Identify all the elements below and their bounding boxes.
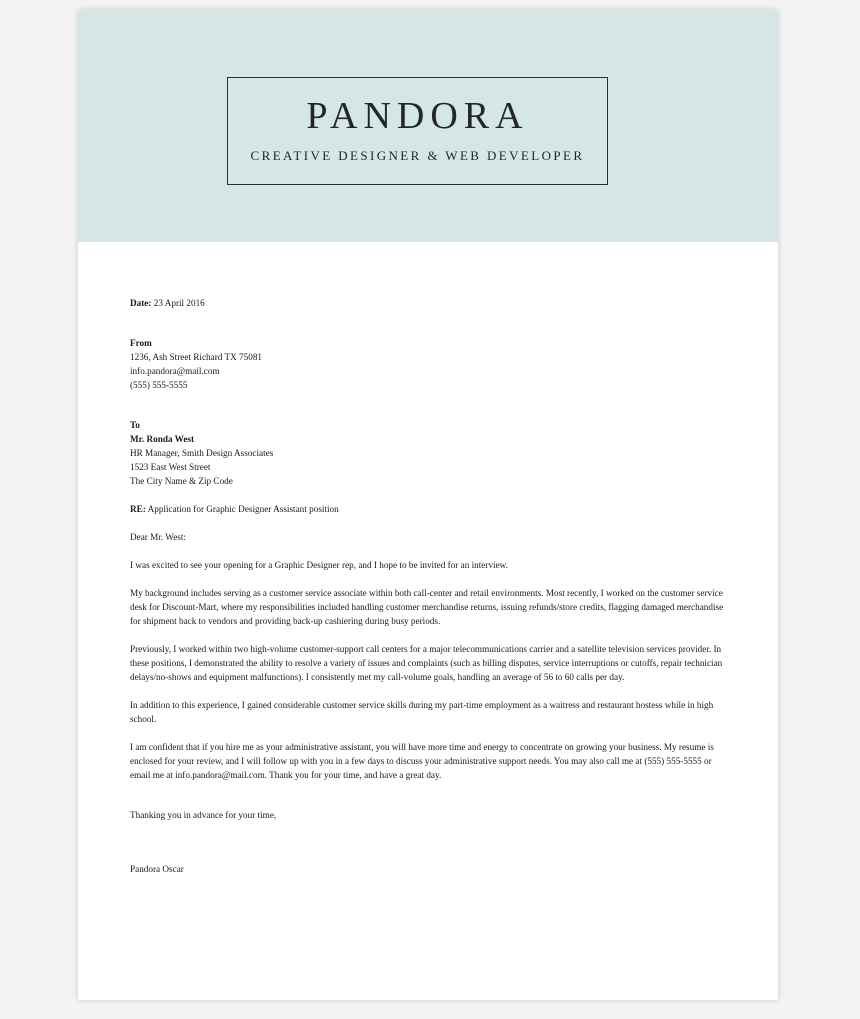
paragraph: My background includes serving as a customer service associate within both call-center and retail environments. Most recently, I worked on the customer service desk for Discount-Mart, where my responsibilities included handling customer merchandise returns, issuing refunds/store credits, flagging damaged merchandise for shipment back to vendors and providing back-up cashiering during busy periods.	[130, 588, 724, 626]
signature: Pandora Oscar	[130, 864, 184, 874]
re-value: Application for Graphic Designer Assistant position	[145, 504, 339, 514]
to-label: To	[130, 420, 140, 430]
letterhead-banner	[78, 10, 778, 242]
recipient-city: The City Name & Zip Code	[130, 476, 233, 486]
letter-page	[78, 10, 778, 1000]
re-label: RE:	[130, 504, 146, 514]
recipient-block	[130, 418, 725, 488]
date-line	[130, 296, 725, 310]
recipient-name: Mr. Ronda West	[130, 434, 195, 444]
sender-block	[130, 336, 725, 392]
sender-email: info.pandora@mail.com	[130, 366, 220, 376]
letter-body	[130, 296, 725, 876]
sender-address: 1236, Ash Street Richard TX 75081	[130, 352, 263, 362]
date-value: 23 April 2016	[151, 298, 205, 308]
name-frame	[227, 77, 608, 185]
sender-phone: (555) 555-5555	[130, 380, 188, 390]
closing-line: Thanking you in advance for your time,	[130, 810, 277, 820]
recipient-street: 1523 East West Street	[130, 462, 211, 472]
recipient-title: HR Manager, Smith Design Associates	[130, 448, 274, 458]
paragraph: In addition to this experience, I gained considerable customer service skills during my part-time employment as a waitress and restaurant hostess while in high school.	[130, 700, 714, 724]
paragraph: I was excited to see your opening for a Graphic Designer rep, and I hope to be invited for an interview.	[130, 560, 509, 570]
subject-line	[130, 502, 725, 516]
salutation: Dear Mr. West:	[130, 532, 186, 542]
paragraph: Previously, I worked within two high-volume customer-support call centers for a major telecommunications carrier and a satellite television services provider. In these positions, I demonstrated the ability to resolve a variety of issues and complaints (such as billing disputes, service interruptions or cutoffs, repair technician delays/no-shows and equipment malfunctions). I consistently met my call-volume goals, handling an average of 56 to 60 calls per day.	[130, 644, 723, 682]
applicant-tagline: CREATIVE DESIGNER & WEB DEVELOPER	[250, 148, 585, 163]
paragraph: I am confident that if you hire me as your administrative assistant, you will have more time and energy to concentrate on growing your business. My resume is enclosed for your review, and I will follow up with you in a few days to discuss your administrative support needs. You may also call me at (555) 555-5555 or email me at info.pandora@mail.com. Thank you for your time, and have a great day.	[130, 742, 714, 780]
date-label: Date:	[130, 298, 152, 308]
from-label: From	[130, 338, 152, 348]
applicant-name: PANDORA	[306, 95, 529, 137]
